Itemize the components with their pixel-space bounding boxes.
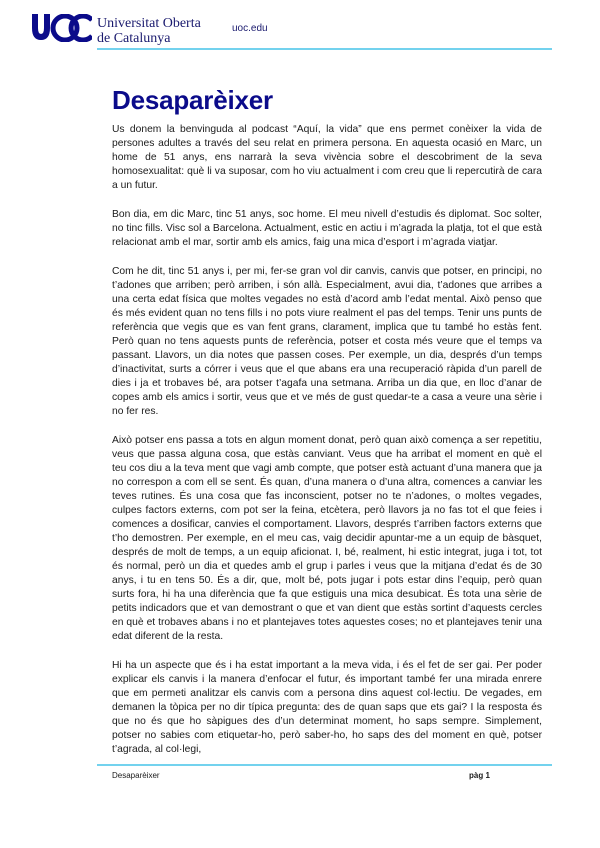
footer-document-title: Desaparèixer bbox=[112, 771, 160, 780]
paragraph: Això potser ens passa a tots en algun moment donat, però quan això comença a ser repetitiu, veus que passa alguna cosa, que estàs canviant. Veus que ha arribat el moment en què el teu cos diu a la teva ment que vagi amb compte, que potser està actuant d’una manera que ja no correspon a com ell se sent. És quan, d’una manera o d’una altra, comences a canviar les teves rutines. És una cosa que fas inconscient, potser no te n’adones, o moltes vegades, culpes factors externs, com pot ser la feina, etcètera, però llavors ja no fas tot el que feies i comences a dosificar, canvies el comportament. Llavors, després t’arriben factors externs que t’ho demostren. Per exemple, en el meu cas, vaig decidir apuntar-me a un equip de bàsquet, després de molt de temps, a un equip aficionat. I, bé, realment, hi estic integrat, juga i tot, tot és normal, però un dia et quedes amb el grup i parles i veus que la mitjana d’edat és de 30 anys, i tu en tens 50. És a dir, que, molt bé, pots jugar i pots estar dins l’equip, però quan surts fora, hi ha una diferència que fa que estiguis una mica desubicat. És tota una sèrie de petits indicadors que et van demostrant o que et van dient que estàs sortint d’aquests cercles en què et trobaves abans i no et plantejaves totes aquestes coses; no et plantejaves tenir una edat diferent de la resta. bbox=[112, 435, 542, 642]
paragraph: Com he dit, tinc 51 anys i, per mi, fer-se gran vol dir canvis, canvis que potser, en principi, no t’adones que arriben; però arriben, i són allà. Especialment, avui dia, t’adones que arribes a una certa edat física que moltes vegades no està d’acord amb l’edat mental. Això penso que és més evident quan no tens fills i no pots viure realment el pas del temps. Tenir uns punts de referència que vegis que es van fent grans, clarament, implica que tu també ho estàs fent. Però quan no tens aquests punts de referència, potser et costa més veure que el temps va passant. Llavors, un dia notes que passen coses. Per exemple, un dia, després d’un temps d’inactivitat, surts a córrer i veus que el que abans era una recuperació ràpida d’un parell de dies i ja et trobaves bé, ara potser t’agafa una setmana. Arriba un dia que, en lloc d’anar de copes amb els amics i sortir, veus que et ve més de gust quedar-te a casa a veure una sèrie i no fer res. bbox=[112, 266, 542, 417]
university-name bbox=[97, 16, 201, 46]
footer-divider bbox=[97, 764, 552, 766]
document-body bbox=[112, 123, 542, 772]
uoc-logo-icon bbox=[30, 14, 92, 47]
header-divider bbox=[97, 48, 552, 50]
website-link[interactable]: uoc.edu bbox=[232, 23, 268, 34]
paragraph: Hi ha un aspecte que és i ha estat important a la meva vida, i és el fet de ser gai. Per poder explicar els canvis i la manera d’enfocar el futur, és important també fer una mirada enrere que em permeti analitzar els canvis com a persona dins aquest col·lectiu. De vegades, em demanen la tòpica per no dir típica pregunta: des de quan saps que ets gai? I la resposta és que no és que ho sàpigues des d’un determinat moment, ho saps sempre. Simplement, potser no sabies com etiquetar-ho, però saber-ho, ho saps des del moment en què, potser t’agrada, al col·legi, bbox=[112, 660, 542, 755]
page-number: pàg 1 bbox=[469, 771, 490, 780]
paragraph: Us donem la benvinguda al podcast “Aquí, la vida” que ens permet conèixer la vida de persones adultes a través del seu relat en primera persona. En aquesta ocasió en Marc, un home de 51 anys, ens narrarà la seva vivència sobre el descobriment de la seva homosexualitat: què li va suposar, com ho viu actualment i com creu que li repercutirà de cara a un futur. bbox=[112, 124, 542, 191]
paragraph: Bon dia, em dic Marc, tinc 51 anys, soc home. El meu nivell d’estudis és diplomat. Soc solter, no tinc fills. Visc sol a Barcelona. Actualment, estic en actiu i m’agrada la platja, tot el que està relacionat amb el mar, sortir amb els amics, faig una mica d’esport i m’agrada viatjar. bbox=[112, 209, 542, 248]
university-name-line1: Universitat Oberta bbox=[97, 16, 201, 31]
page-header bbox=[0, 0, 600, 60]
document-title: Desaparèixer bbox=[112, 85, 273, 115]
university-name-line2: de Catalunya bbox=[97, 31, 171, 46]
